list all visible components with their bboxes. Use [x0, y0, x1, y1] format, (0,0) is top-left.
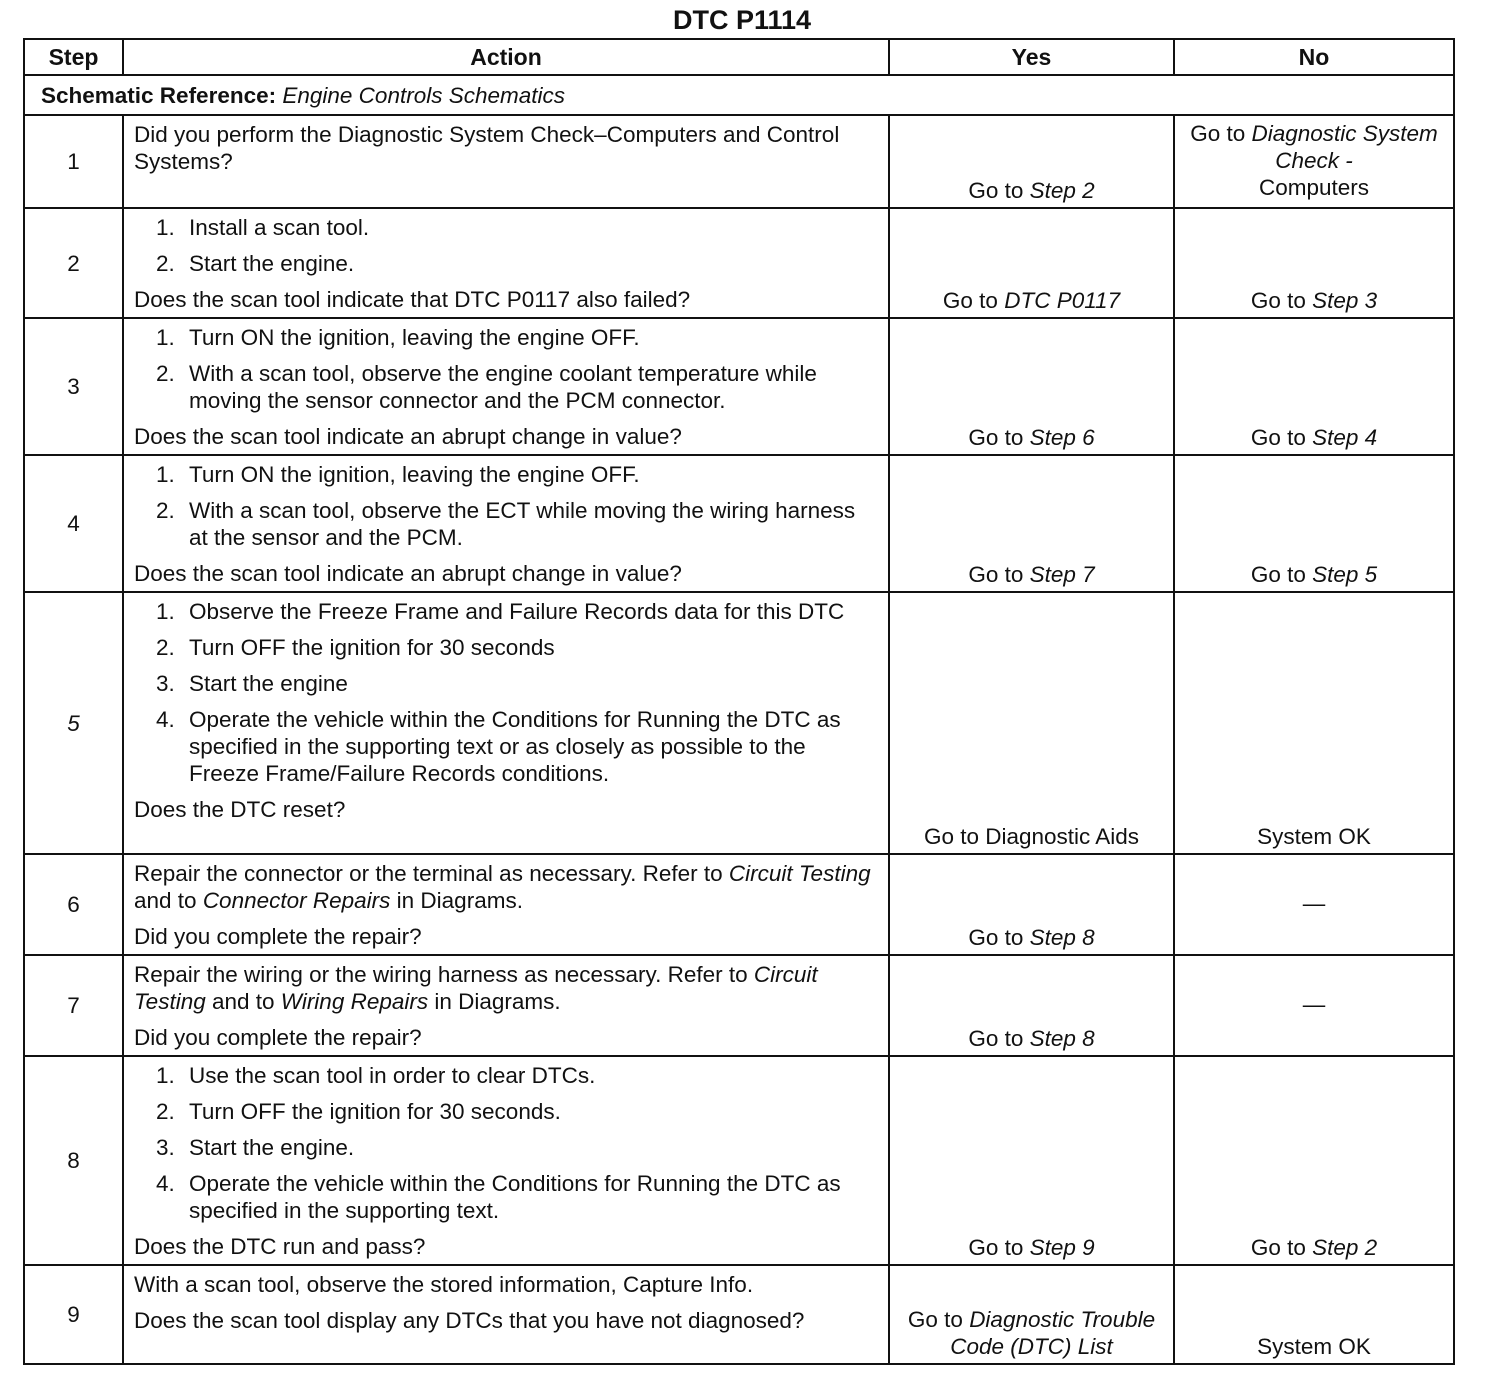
yes-prefix: Go to [968, 562, 1030, 587]
question-text: Did you complete the repair? [134, 1025, 422, 1050]
list-item: 1. Observe the Freeze Frame and Failure Records data for this DTC [156, 599, 845, 624]
list-item: 1. Turn ON the ignition, leaving the engine OFF. [156, 462, 640, 487]
no-cell [1174, 1265, 1454, 1364]
yes-cell [889, 208, 1174, 318]
yes-link[interactable]: Step 8 [1029, 1026, 1095, 1051]
instruction-text: Repair the wiring or the wiring harness as necessary. Refer to Circuit Testing and to Wiring Repairs in Diagrams. [134, 962, 818, 1014]
no-prefix: Go to [1190, 121, 1252, 146]
step-number: 9 [24, 1265, 123, 1364]
schematic-reference-link[interactable]: Engine Controls Schematics [282, 82, 566, 108]
action-cell [123, 208, 889, 318]
no-link[interactable]: Diagnostic System Check - [1251, 121, 1438, 173]
yes-cell [889, 1056, 1174, 1265]
question-text: Did you perform the Diagnostic System Check–Computers and Control Systems? [134, 122, 840, 174]
question-text: Does the scan tool display any DTCs that you have not diagnosed? [134, 1308, 805, 1333]
question-text: Did you complete the repair? [134, 924, 422, 949]
list-item: 2. Start the engine. [156, 251, 355, 276]
action-cell [123, 955, 889, 1056]
no-dash: — [1302, 991, 1326, 1017]
no-result: System OK [1257, 1334, 1371, 1359]
no-cell [1174, 318, 1454, 455]
yes-prefix: Go to [968, 925, 1030, 950]
table-row [24, 455, 1454, 592]
no-prefix: Go to [1250, 425, 1313, 450]
yes-link[interactable]: Diagnostic Trouble [969, 1307, 1156, 1332]
yes-prefix: Go to [968, 178, 1030, 203]
table-row [24, 1056, 1454, 1265]
yes-cell [889, 854, 1174, 955]
schematic-reference [24, 75, 1454, 115]
step-number: 1 [24, 115, 123, 208]
action-cell [123, 1265, 889, 1364]
yes-prefix: Go to [942, 288, 1005, 313]
table-row [24, 854, 1454, 955]
instruction-text: With a scan tool, observe the stored information, Capture Info. [134, 1272, 754, 1297]
header-step: Step [24, 39, 123, 75]
no-prefix: Go to [1250, 288, 1313, 313]
yes-link[interactable]: Step 7 [1029, 562, 1095, 587]
yes-prefix: Go to [968, 1026, 1030, 1051]
table-row [24, 592, 1454, 854]
table-row [24, 115, 1454, 208]
yes-cell [889, 592, 1174, 854]
question-text: Does the scan tool indicate that DTC P0117 also failed? [134, 287, 691, 312]
table-row [24, 1265, 1454, 1364]
no-link[interactable]: Step 2 [1312, 1235, 1378, 1260]
yes-link[interactable]: Step 2 [1029, 178, 1095, 203]
table-row [24, 955, 1454, 1056]
yes-prefix: Go to [907, 1307, 970, 1332]
yes-cell [889, 318, 1174, 455]
list-item: 2. With a scan tool, observe the ECT while moving the wiring harness at the sensor and the PCM. [156, 498, 856, 550]
yes-cell [889, 455, 1174, 592]
no-link[interactable]: Step 3 [1312, 288, 1378, 313]
question-text: Does the DTC reset? [134, 797, 346, 822]
step-number: 5 [24, 592, 123, 854]
no-cell [1174, 1056, 1454, 1265]
no-suffix[interactable]: Computers [1258, 175, 1370, 200]
yes-cell [889, 115, 1174, 208]
no-result: System OK [1257, 824, 1371, 849]
yes-link-continued[interactable]: Code (DTC) List [950, 1334, 1113, 1359]
question-text: Does the scan tool indicate an abrupt change in value? [134, 424, 682, 449]
table-row [24, 208, 1454, 318]
no-cell [1174, 592, 1454, 854]
yes-link[interactable]: Step 8 [1029, 925, 1095, 950]
step-number: 3 [24, 318, 123, 455]
no-cell [1174, 854, 1454, 955]
action-cell [123, 455, 889, 592]
no-cell [1174, 955, 1454, 1056]
step-number: 6 [24, 854, 123, 955]
yes-prefix: Go to [968, 1235, 1030, 1260]
question-text: Does the DTC run and pass? [134, 1234, 426, 1259]
action-cell [123, 592, 889, 854]
list-item: 2. With a scan tool, observe the engine coolant temperature while moving the sensor connector and the PCM connector. [156, 361, 817, 413]
yes-cell [889, 1265, 1174, 1364]
no-prefix: Go to [1250, 562, 1313, 587]
no-link[interactable]: Step 5 [1312, 562, 1378, 587]
page-title: DTC P1114 [672, 5, 812, 35]
list-item: 1. Use the scan tool in order to clear DTCs. [156, 1063, 596, 1088]
header-row [24, 39, 1454, 75]
list-item: 1. Install a scan tool. [156, 215, 370, 240]
action-cell [123, 318, 889, 455]
no-dash: — [1302, 890, 1326, 916]
header-action: Action [123, 39, 889, 75]
header-no: No [1174, 39, 1454, 75]
circuit-testing-link[interactable]: Circuit Testing [728, 861, 871, 886]
instruction-text: Repair the connector or the terminal as necessary. Refer to Circuit Testing and to Connector Repairs in Diagrams. [134, 861, 871, 913]
wiring-repairs-link[interactable]: Wiring Repairs [280, 989, 429, 1014]
yes-link[interactable]: DTC P0117 [1004, 288, 1121, 313]
list-item: 2. Turn OFF the ignition for 30 seconds [156, 635, 555, 660]
action-cell [123, 1056, 889, 1265]
list-item: 4. Operate the vehicle within the Conditions for Running the DTC as specified in the supporting text. [156, 1171, 841, 1223]
no-cell [1174, 455, 1454, 592]
step-number: 4 [24, 455, 123, 592]
step-number: 8 [24, 1056, 123, 1265]
yes-link[interactable]: Step 9 [1029, 1235, 1095, 1260]
step-number: 7 [24, 955, 123, 1056]
circuit-testing-link[interactable]: Circuit Testing [134, 962, 818, 1014]
diagnostic-table [23, 38, 1455, 1365]
yes-prefix: Go to [968, 425, 1030, 450]
header-yes: Yes [889, 39, 1174, 75]
list-item: 3. Start the engine. [156, 1135, 355, 1160]
connector-repairs-link[interactable]: Connector Repairs [202, 888, 391, 913]
action-cell [123, 115, 889, 208]
schematic-reference-row [24, 75, 1454, 115]
table-row [24, 318, 1454, 455]
no-link[interactable]: Step 4 [1312, 425, 1378, 450]
no-cell [1174, 208, 1454, 318]
list-item: 4. Operate the vehicle within the Conditions for Running the DTC as specified in the supporting text or as closely as possible to the Freeze Frame/Failure Records conditions. [156, 707, 841, 786]
step-number: 2 [24, 208, 123, 318]
question-text: Does the scan tool indicate an abrupt change in value? [134, 561, 682, 586]
schematic-reference-label: Schematic Reference: [41, 82, 277, 108]
yes-link[interactable]: Go to Diagnostic Aids [923, 824, 1140, 849]
no-prefix: Go to [1250, 1235, 1313, 1260]
list-item: 1. Turn ON the ignition, leaving the engine OFF. [156, 325, 640, 350]
action-cell [123, 854, 889, 955]
list-item: 2. Turn OFF the ignition for 30 seconds. [156, 1099, 561, 1124]
no-cell [1174, 115, 1454, 208]
yes-cell [889, 955, 1174, 1056]
yes-link[interactable]: Step 6 [1029, 425, 1095, 450]
list-item: 3. Start the engine [156, 671, 348, 696]
